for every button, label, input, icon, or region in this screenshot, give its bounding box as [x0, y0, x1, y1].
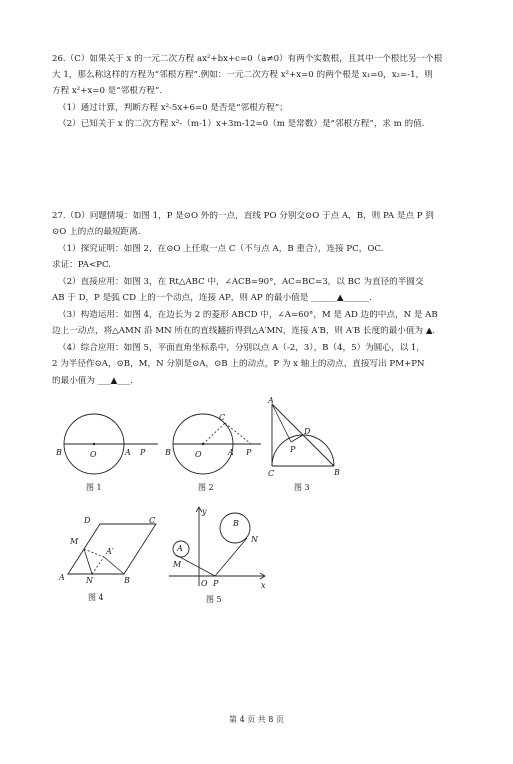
q27-line-7: （3）构造运用：如图 4，在边长为 2 的菱形 ABCD 中，∠A=60°，M 是 AD 边的中点，N 是 AB [58, 310, 438, 320]
fig4-label-a-prime: A′ [106, 547, 114, 556]
figure-2 [165, 408, 270, 480]
fig4-label-m: M [70, 537, 79, 546]
fig3-label-b: B [334, 468, 340, 477]
fig5-label-x: x [261, 581, 266, 590]
fig2-label-o: O [195, 450, 202, 459]
q27-line-2: ⊙O 上的点的最短距离. [52, 227, 141, 237]
q27-line-9: （4）综合应用：如图 5，平面直角坐标系中，分别以点 A（-2，3），B（4，5）为圆心，以 1， [58, 343, 425, 353]
q27-line-8: 边上一动点，将△AMN 沿 MN 所在的直线翻折得到△A′MN，连接 A′B，则 A′B 长度的最小值为 ▲. [52, 326, 436, 336]
page-footer: 第 4 页 共 8 页 [229, 715, 284, 724]
fig4-label-n: N [86, 576, 93, 585]
fig4-label-b: B [124, 576, 130, 585]
fig3-label-p: P [290, 445, 296, 454]
fig1-label-o: O [90, 450, 97, 459]
fig2-label-c: C [219, 413, 226, 422]
q26-line-2: 大 1，那么称这样的方程为“邻根方程”.例如：一元二次方程 x²+x=0 的两个根是 x₁=0，x₂=-1，则 [52, 70, 433, 80]
fig4-label-c: C [149, 516, 156, 525]
fig5-label-o: O [201, 579, 208, 588]
q27-line-5: （2）直接应用：如图 3，在 Rt△ABC 中，∠ACB=90°，AC=BC=3，以 BC 为直径的半圆交 [58, 277, 424, 287]
q27-line-4: 求证：PA<PC. [52, 260, 111, 270]
figure-5 [163, 504, 273, 592]
fig3-label-d: D [304, 427, 311, 436]
fig3-label-a: A [268, 396, 274, 405]
fig1-caption: 图 1 [86, 483, 102, 492]
fig5-label-b: B [233, 519, 239, 528]
fig2-label-a: A [228, 448, 234, 457]
fig2-caption: 图 2 [198, 483, 214, 492]
q27-line-10: 2 为半径作⊙A，⊙B，M，N 分别是⊙A，⊙B 上的动点，P 为 x 轴上的动点，直接写出 PM+PN [52, 359, 425, 369]
fig1-label-b: B [56, 448, 62, 457]
fig4-caption: 图 4 [88, 593, 104, 602]
fig5-label-n: N [251, 535, 258, 544]
q26-line-3: 方程 x²+x=0 是“邻根方程”. [52, 86, 163, 96]
q26-line-1: 26.（C）如果关于 x 的一元二次方程 ax²+bx+c=0（a≠0）有两个实数根，且其中一个根比另一个根 [52, 54, 443, 64]
fig5-label-a: A [177, 544, 183, 553]
fig5-caption: 图 5 [206, 595, 222, 604]
q27-line-1: 27.（D）问题情境：如图 1，P 是⊙O 外的一点，直线 PO 分别交⊙O 于点 A，B，则 PA 是点 P 到 [52, 211, 434, 221]
q27-line-6: AB 于 D，P 是弧 CD 上的一个动点，连接 AP，则 AP 的最小值是 ______▲______. [52, 293, 373, 303]
fig5-label-m: M [173, 560, 182, 569]
fig2-label-p: P [246, 448, 252, 457]
fig5-label-y: y [202, 507, 207, 516]
fig3-label-c: C [268, 469, 275, 478]
fig4-label-a: A [59, 573, 65, 582]
q27-line-11: 的最小值为 ___▲___. [52, 376, 133, 386]
fig1-label-p: P [140, 448, 146, 457]
figure-1 [52, 408, 164, 480]
q26-line-4: （1）通过计算，判断方程 x²-5x+6=0 是否是“邻根方程”； [58, 103, 288, 113]
fig1-label-a: A [125, 448, 131, 457]
fig4-label-d: D [84, 516, 91, 525]
q26-line-5: （2）已知关于 x 的二次方程 x²-（m-1）x+3m-12=0（m 是常数）是“邻根方程”，求 m 的值. [58, 119, 425, 129]
fig2-label-b: B [165, 448, 171, 457]
fig3-caption: 图 3 [294, 483, 310, 492]
figure-3 [262, 396, 346, 480]
figure-4 [56, 514, 168, 586]
q27-line-3: （1）探究证明：如图 2，在⊙O 上任取一点 C（不与点 A，B 重合），连接 PC，OC. [58, 244, 384, 254]
fig5-label-p: P [213, 579, 219, 588]
